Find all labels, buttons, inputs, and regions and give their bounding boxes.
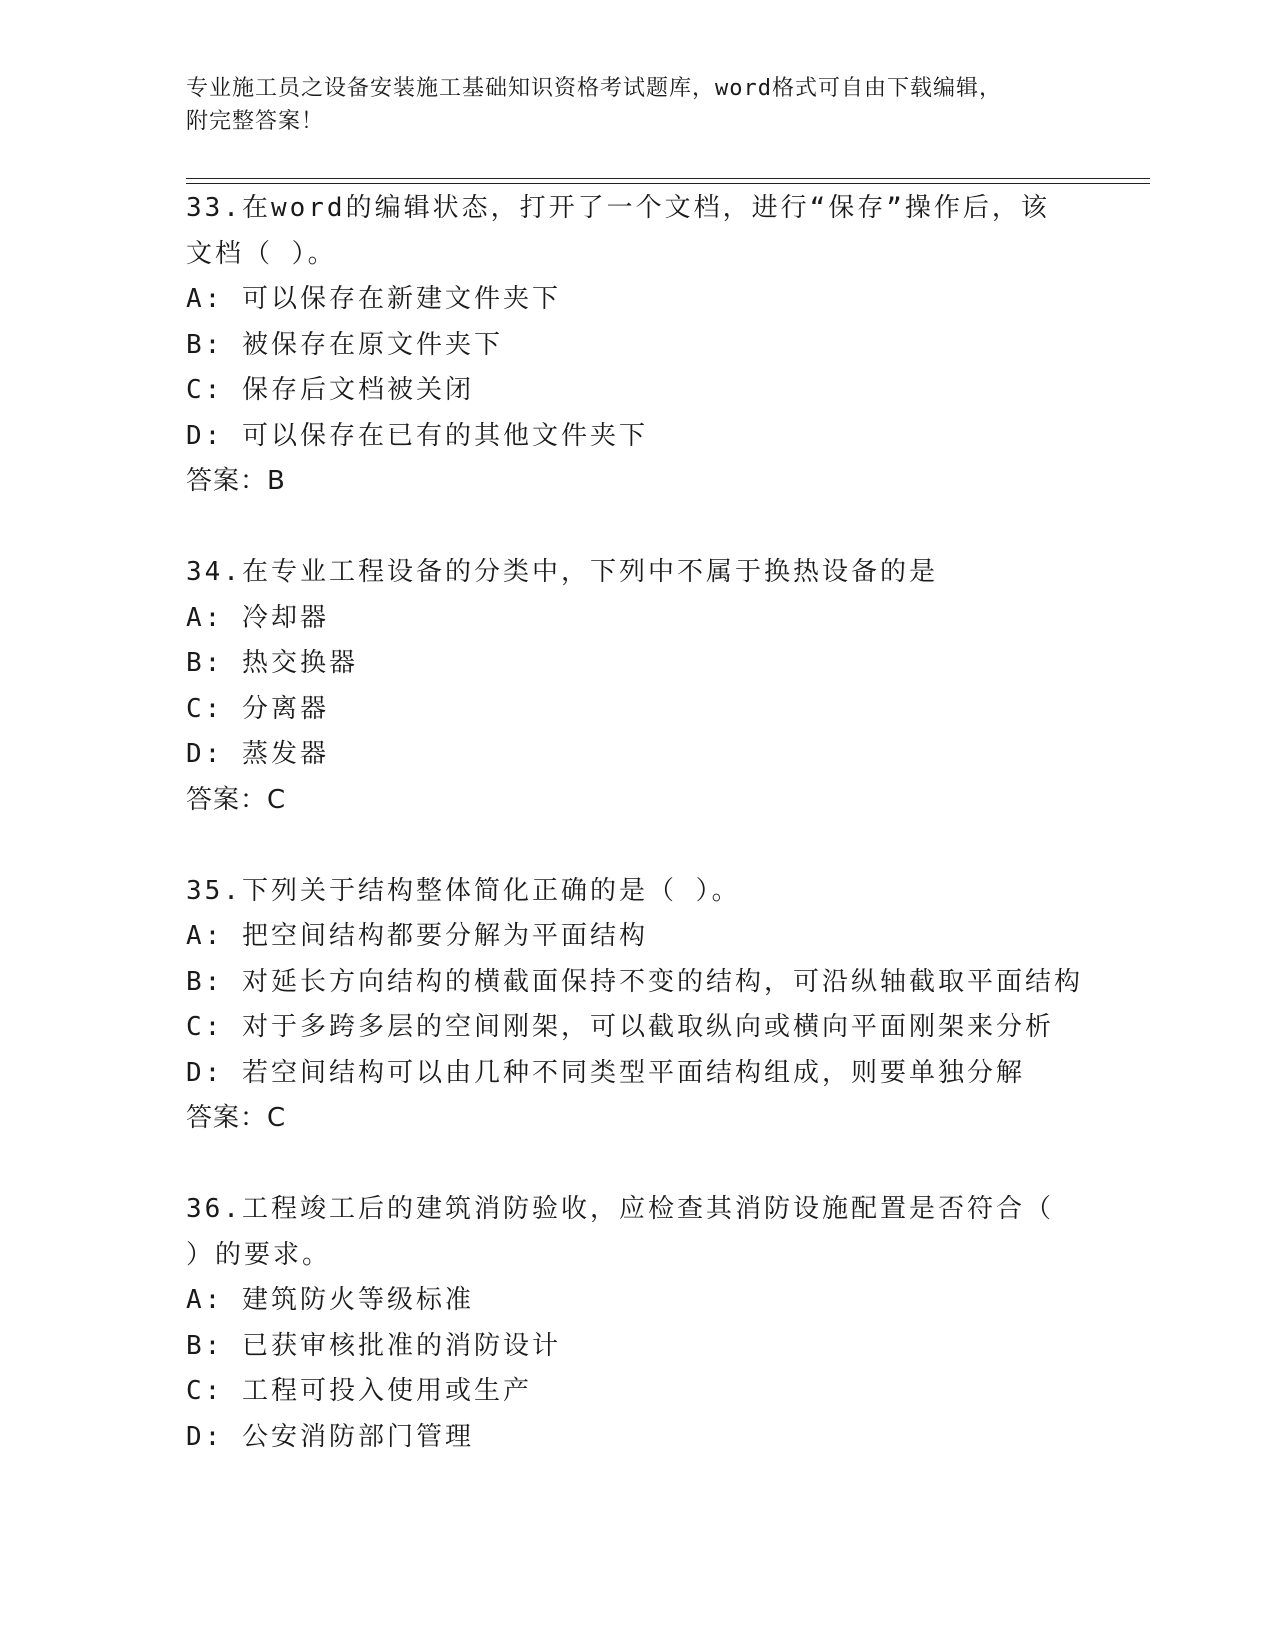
option-b: B: 已获审核批准的消防设计 <box>186 1330 561 1361</box>
spacer <box>186 1142 1086 1188</box>
question-36 <box>186 1187 1086 1460</box>
option-c: C: 保存后文档被关闭 <box>186 375 474 405</box>
header-divider-bottom <box>186 183 1150 184</box>
question-stem-line: 文档（ ）。 <box>186 238 337 269</box>
option-a: A: 可以保存在新建文件夹下 <box>186 284 561 314</box>
question-stem-line: 36.工程竣工后的建筑消防验收，应检查其消防设施配置是否符合（ <box>186 1194 1054 1224</box>
option-c: C: 工程可投入使用或生产 <box>186 1376 532 1406</box>
document-header <box>186 72 1086 138</box>
option-a: A: 冷却器 <box>186 602 329 633</box>
question-list <box>186 186 1086 1460</box>
answer-line: 答案：C <box>186 1103 287 1133</box>
option-a: A: 建筑防火等级标准 <box>186 1285 474 1315</box>
option-d: D: 若空间结构可以由几种不同类型平面结构组成，则要单独分解 <box>186 1057 1025 1088</box>
header-line-1: 专业施工员之设备安装施工基础知识资格考试题库，word格式可自由下载编辑， <box>186 76 1002 101</box>
question-stem-line: ）的要求。 <box>186 1239 332 1270</box>
option-d: D: 公安消防部门管理 <box>186 1421 474 1452</box>
option-c: C: 分离器 <box>186 693 329 724</box>
question-stem-line: 34.在专业工程设备的分类中，下列中不属于换热设备的是 <box>186 557 938 587</box>
question-33 <box>186 186 1086 505</box>
question-35 <box>186 869 1086 1142</box>
option-b: B: 被保存在原文件夹下 <box>186 329 503 360</box>
option-b: B: 对延长方向结构的横截面保持不变的结构，可沿纵轴截取平面结构 <box>186 966 1083 997</box>
question-stem-line: 33.在word的编辑状态，打开了一个文档，进行“保存”操作后，该 <box>186 193 1050 223</box>
option-d: D: 可以保存在已有的其他文件夹下 <box>186 420 648 451</box>
spacer <box>186 823 1086 869</box>
option-d: D: 蒸发器 <box>186 739 329 769</box>
question-stem-line: 35.下列关于结构整体简化正确的是（ ）。 <box>186 875 741 906</box>
header-line-2: 附完整答案！ <box>186 109 325 134</box>
option-a: A: 把空间结构都要分解为平面结构 <box>186 921 648 951</box>
question-34 <box>186 550 1086 823</box>
spacer <box>186 505 1086 551</box>
option-b: B: 热交换器 <box>186 648 358 678</box>
header-divider-top <box>186 178 1150 179</box>
answer-line: 答案：C <box>186 784 287 815</box>
answer-line: 答案：B <box>186 466 286 496</box>
option-c: C: 对于多跨多层的空间刚架，可以截取纵向或横向平面刚架来分析 <box>186 1012 1054 1042</box>
